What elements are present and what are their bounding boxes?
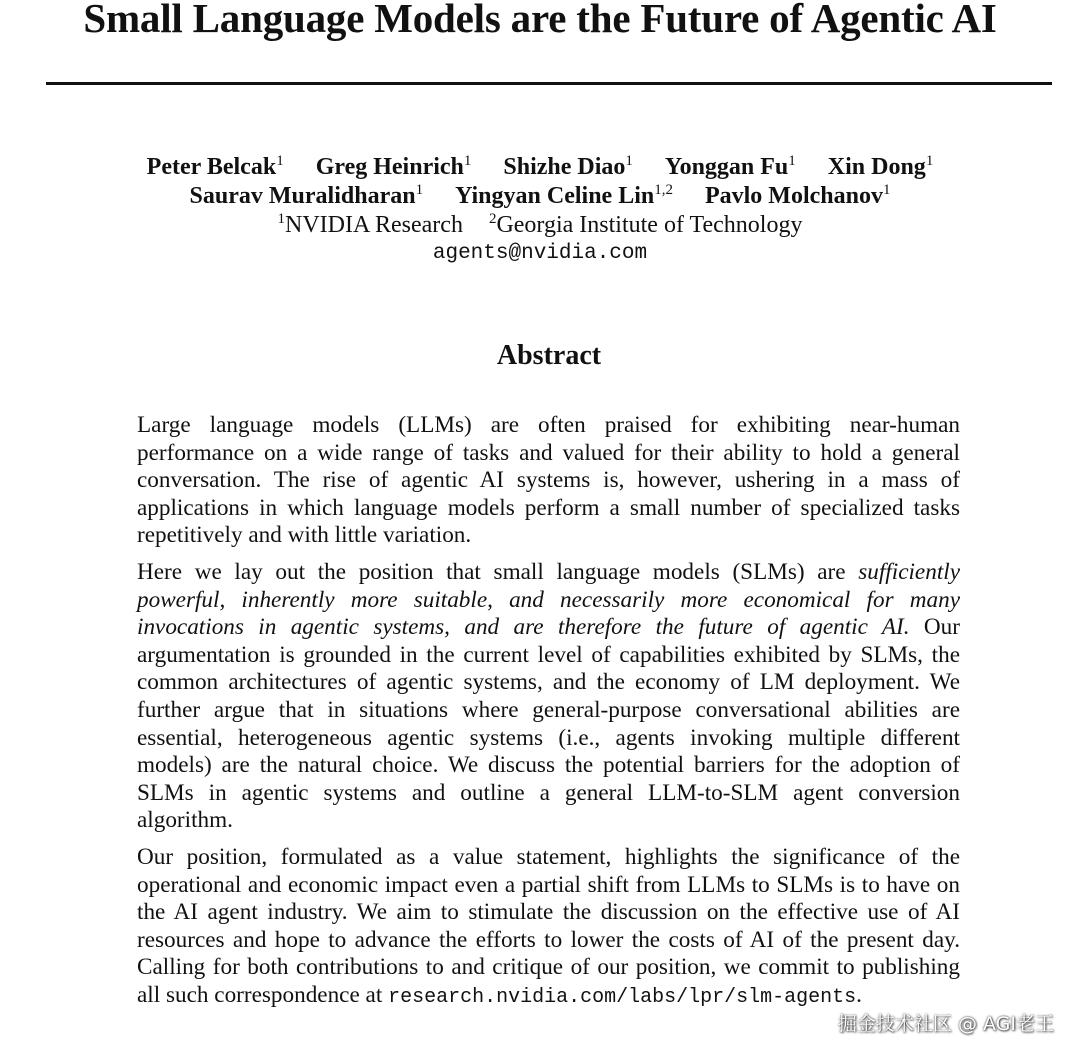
paragraph-text: . xyxy=(856,981,862,1008)
title-rule xyxy=(46,82,1052,85)
affiliation-name: Georgia Institute of Technology xyxy=(496,212,803,238)
emphasized-text: sufficiently powerful, inherently more suitable, and necessarily more economical for many invocations in agentic systems, and are therefore the future of agentic AI. xyxy=(137,558,960,641)
abstract-paragraph xyxy=(137,559,960,835)
author-affiliation-mark: 1,2 xyxy=(654,182,673,198)
paragraph-text: Here we lay out the position that small language models (SLMs) are xyxy=(137,558,859,585)
author xyxy=(503,154,633,181)
affiliation xyxy=(489,212,803,239)
authors-row-2 xyxy=(0,183,1080,210)
author-name: Xin Dong xyxy=(827,154,926,180)
author-affiliation-mark: 1 xyxy=(276,153,284,169)
author xyxy=(316,154,472,181)
author-affiliation-mark: 1 xyxy=(625,153,633,169)
author-name: Yonggan Fu xyxy=(664,154,789,180)
abstract-paragraph: Large language models (LLMs) are often praised for exhibiting near-human performance on a wide range of tasks and valued for their ability to hold a general conversation. The rise of agentic AI systems is, however, ushering in a mass of applications in which language models perform a small number of specialized tasks repetitively and with little variation. xyxy=(137,412,960,549)
author-name: Greg Heinrich xyxy=(315,154,464,180)
author-name: Saurav Muralidharan xyxy=(189,183,416,209)
author xyxy=(455,183,673,210)
author-affiliation-mark: 1 xyxy=(788,153,796,169)
abstract-paragraph xyxy=(137,844,960,1012)
watermark: 掘金技术社区 @ AGI老王 xyxy=(837,1013,1054,1035)
affiliations xyxy=(0,212,1080,239)
author xyxy=(147,154,284,181)
author-name: Pavlo Molchanov xyxy=(704,183,883,209)
author-name: Shizhe Diao xyxy=(503,154,626,180)
author xyxy=(665,154,796,181)
author xyxy=(705,183,891,210)
affiliation-mark: 1 xyxy=(277,211,285,227)
author xyxy=(828,154,934,181)
author xyxy=(190,183,424,210)
paragraph-text: Our argumentation is grounded in the current level of capabilities exhibited by SLMs, the common architectures of agentic systems, and the economy of LM deployment. We further argue that in situations where general-purpose conversational abilities are essential, heterogeneous agentic systems (i.e., agents invoking multiple different models) are the natural choice. We discuss the potential barriers for the adoption of SLMs in agentic systems and outline a general LLM-to-SLM agent conversion algorithm. xyxy=(137,614,960,834)
author-affiliation-mark: 1 xyxy=(882,182,891,198)
author-affiliation-mark: 1 xyxy=(925,153,934,169)
authors-row-1 xyxy=(0,154,1080,181)
affiliation-name: NVIDIA Research xyxy=(285,212,463,238)
contact-email: agents@nvidia.com xyxy=(432,242,648,265)
paper-title: Small Language Models are the Future of Agentic AI xyxy=(83,0,997,41)
author-affiliation-mark: 1 xyxy=(415,182,424,198)
author-name: Peter Belcak xyxy=(146,154,277,180)
affiliation xyxy=(278,212,463,239)
abstract-body xyxy=(137,412,960,1020)
author-name: Yingyan Celine Lin xyxy=(455,183,655,209)
project-url: research.nvidia.com/labs/lpr/slm-agents xyxy=(388,985,857,1009)
affiliation-mark: 2 xyxy=(488,211,497,227)
abstract-heading: Abstract xyxy=(496,340,602,371)
author-affiliation-mark: 1 xyxy=(463,153,472,169)
paragraph-text: Our position, formulated as a value statement, highlights the significance of the operational and economic impact even a partial shift from LLMs to SLMs is to have on the AI agent industry. We aim to stimulate the discussion on the effective use of AI resources and hope to advance the efforts to lower the costs of AI of the present day. Calling for both contributions to and critique of our position, we commit to publishing all such correspondence at xyxy=(137,843,960,1008)
